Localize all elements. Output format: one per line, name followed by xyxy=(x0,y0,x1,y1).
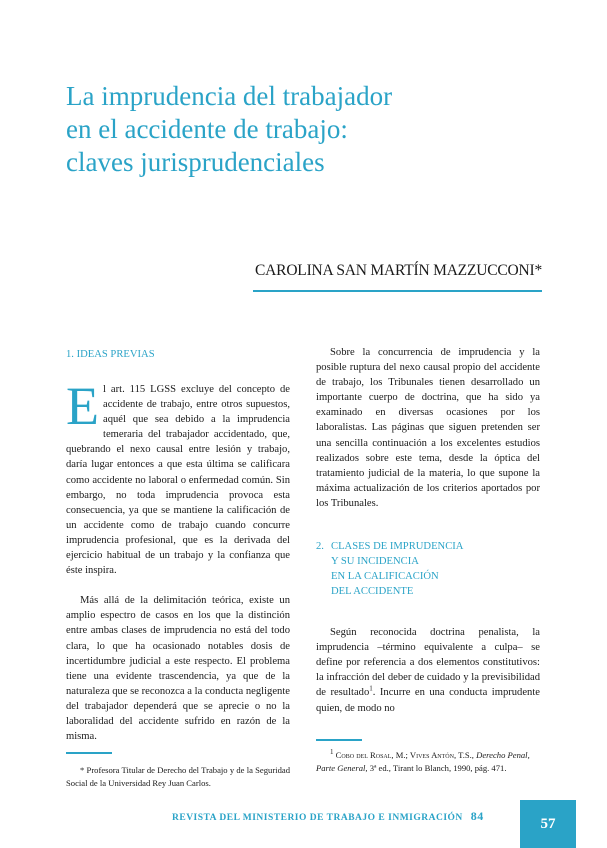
author-footnote: * Profesora Titular de Derecho del Trabajo y de la Seguridad Social de la Universidad Rey Juan Carlos. xyxy=(66,765,290,788)
footnote-rule-right xyxy=(316,739,362,741)
footnote-1 xyxy=(316,749,540,775)
title-line-3: claves jurisprudenciales xyxy=(66,147,325,177)
author-name: CAROLINA SAN MARTÍN MAZZUCCONI* xyxy=(255,262,542,279)
footnote-1-rest: , 3ª ed., Tirant lo Blanch, 1990, pág. 471. xyxy=(365,762,507,773)
footnote-rule-left xyxy=(66,752,112,754)
author-rule xyxy=(253,290,542,292)
title-line-1: La imprudencia del trabajador xyxy=(66,81,393,111)
article-title xyxy=(66,80,546,179)
page-number: 57 xyxy=(520,800,576,848)
paragraph-4-text: Según reconocida doctrina penalista, la imprudencia –término equivalente a culpa– se define por referencia a dos elementos constitutivos: la infracción del deber de cuidado y la previsibilidad de resultado xyxy=(316,627,540,699)
section-1-heading: 1. IDEAS PREVIAS xyxy=(66,349,155,360)
section-2-heading xyxy=(316,539,540,599)
footnote-1-authors: Cobo del Rosal, M.; Vives Antón, T.S., xyxy=(335,750,474,760)
journal-footer xyxy=(172,809,484,824)
footnote-ref-1[interactable]: 1 xyxy=(369,684,373,693)
section-2-title: CLASES DE IMPRUDENCIA Y SU INCIDENCIA EN LA CALIFICACIÓN DEL ACCIDENTE xyxy=(331,541,464,598)
left-column xyxy=(66,345,290,744)
paragraph-intro-text: l art. 115 LGSS excluye del concepto de accidente de trabajo, entre otros supuestos, aquél que sea debido a la imprudencia temeraria del trabajador accidentado, que, quebrando el nexo causal entre lesión y trabajo, daría lugar entonces a que esta última se calificara como accidente no laboral o enfermedad común. Sin embargo, no toda imprudencia provoca esta consecuencia, ya que se mantiene la calificación de un accidente como de trabajo cuando concurre imprudencia profesional, que es la derivada del ejercicio habitual de un trabajo y la confianza que éste inspira. xyxy=(66,384,290,577)
paragraph-3: Sobre la concurrencia de imprudencia y la posible ruptura del nexo causal propio del accidente de trabajo, los Tribunales tienen desarrollado un importante cuerpo de doctrina, que ha sido ya examinado en diversas ocasiones por los laboralistas. Las páginas que siguen pretenden ser una sencilla continuación a los excelentes estudios realizados sobre este tema, desde la óptica del tratamiento judicial de la materia, lo que supone la máxima actualización de los criterios aportados por los Tribunales. xyxy=(316,347,540,509)
journal-issue: 84 xyxy=(470,809,484,823)
title-line-2: en el accidente de trabajo: xyxy=(66,114,348,144)
footnote-1-mark: 1 xyxy=(330,748,334,757)
journal-name: REVISTA DEL MINISTERIO DE TRABAJO E INMIGRACIÓN xyxy=(172,813,463,823)
paragraph-4-end: . Incurre en una conducta imprudente quien, de modo no xyxy=(316,687,541,714)
right-column xyxy=(316,345,540,716)
paragraph-2: Más allá de la delimitación teórica, existe un amplio espectro de casos en los que la distinción entre ambas clases de imprudencia no está del todo clara, lo que ha ocasionado notables dosis de incertidumbre judicial a este respecto. El problema tiene una evidente trascendencia, ya que de la naturaleza que se reconozca a la conducta negligente del trabajador dependerá que se aprecie o no la laboralidad del accidente sufrido en razón de la misma. xyxy=(66,595,290,743)
footnote-1-title: Derecho Penal, Parte General xyxy=(316,750,530,773)
paragraph-intro xyxy=(66,376,290,578)
drop-cap: E xyxy=(66,376,99,436)
section-2-number: 2. xyxy=(316,541,324,553)
paragraph-4 xyxy=(316,625,540,716)
